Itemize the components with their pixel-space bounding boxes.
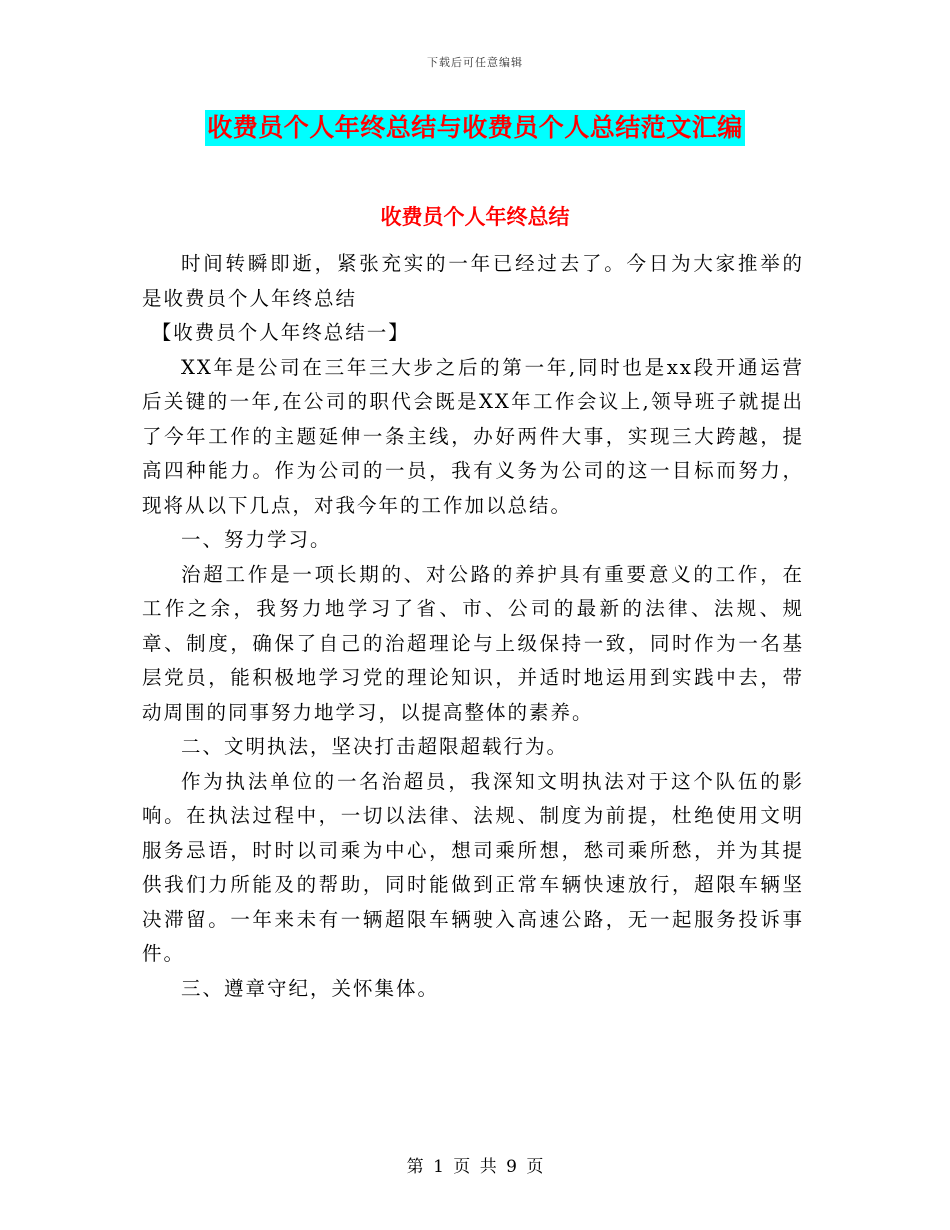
page-header-note: 下载后可任意编辑 — [427, 56, 523, 69]
section-subtitle: 收费员个人年终总结 — [380, 204, 570, 229]
document-title-container — [0, 110, 950, 146]
paragraph-section-heading: 【收费员个人年终总结一】 — [151, 321, 410, 344]
paragraph-study: 治超工作是一项长期的、对公路的养护具有重要意义的工作，在工作之余，我努力地学习了省、市、公司的最新的法律、法规、规章、制度，确保了自己的治超理论与上级保持一致，同时作为一名基层党员，能积极地学习党的理论知识，并适时地运用到实践中去，带动周围的同事努力地学习，以提高整体的素养。 — [142, 562, 804, 724]
paragraph-heading-3: 三、遵章守纪，关怀集体。 — [181, 976, 440, 1000]
paragraph-heading-1: 一、努力学习。 — [181, 528, 332, 551]
paragraph-enforcement: 作为执法单位的一名治超员，我深知文明执法对于这个队伍的影响。在执法过程中，一切以法律、法规、制度为前提，杜绝使用文明服务忌语，时时以司乘为中心，想司乘所想，愁司乘所愁，并为其提供我们力所能及的帮助，同时能做到正常车辆快速放行，超限车辆坚决滞留。一年来未有一辆超限车辆驶入高速公路，无一起服务投诉事件。 — [142, 769, 804, 965]
paragraph-overview: XX年是公司在三年三大步之后的第一年,同时也是xx段开通运营后关键的一年,在公司的职代会既是XX年工作会议上,领导班子就提出了今年工作的主题延伸一条主线，办好两件大事，实现三大跨越，提高四种能力。作为公司的一员，我有义务为公司的这一目标而努力，现将从以下几点，对我今年的工作加以总结。 — [142, 355, 804, 517]
paragraph-heading-2: 二、文明执法，坚决打击超限超载行为。 — [181, 735, 569, 758]
document-body — [142, 247, 804, 1006]
page-number: 第 1 页 共 9 页 — [406, 1157, 544, 1177]
paragraph-intro: 时间转瞬即逝，紧张充实的一年已经过去了。今日为大家推举的是收费员个人年终总结 — [142, 252, 804, 310]
document-title: 收费员个人年终总结与收费员个人总结范文汇编 — [205, 110, 745, 146]
